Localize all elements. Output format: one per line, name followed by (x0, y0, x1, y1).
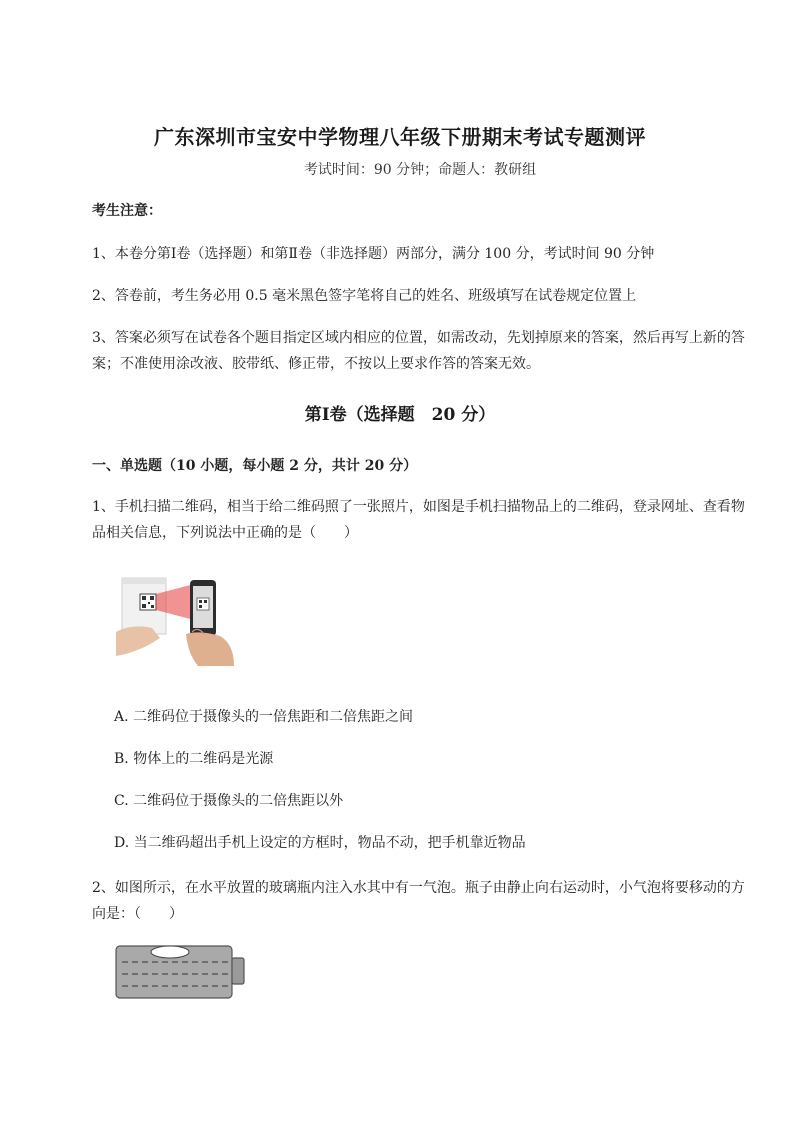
question-2-stem: 2、如图所示，在水平放置的玻璃瓶内注入水其中有一气泡。瓶子由静止向右运动时，小气泡将要移动的方向是：（ ） (92, 880, 745, 922)
part-heading: 一、单选题（10 小题，每小题 2 分，共计 20 分） (92, 458, 418, 474)
question-1-stem: 1、手机扫描二维码，相当于给二维码照了一张照片，如图是手机扫描物品上的二维码，登录网址、查看物品相关信息，下列说法中正确的是（ ） (92, 499, 745, 541)
question-1-option-a[interactable]: A. 二维码位于摄像头的一倍焦距和二倍焦距之间 (114, 709, 414, 725)
qr-scan-illustration (116, 570, 236, 668)
bottle-bubble-illustration (112, 942, 246, 1002)
qr-code-icon (140, 594, 156, 610)
question-1-option-d[interactable]: D. 当二维码超出手机上设定的方框时，物品不动，把手机靠近物品 (114, 835, 526, 851)
notice-item-2: 2、答卷前，考生务必用 0.5 毫米黑色签字笔将自己的姓名、班级填写在试卷规定位置上 (92, 288, 637, 304)
section-title: 第Ⅰ卷（选择题 20 分） (304, 405, 496, 425)
question-1-option-c[interactable]: C. 二维码位于摄像头的二倍焦距以外 (114, 793, 344, 809)
page-title: 广东深圳市宝安中学物理八年级下册期末考试专题测评 (154, 125, 646, 149)
exam-meta: 考试时间：90 分钟；命题人：教研组 (303, 162, 537, 178)
notice-heading: 考生注意： (92, 203, 162, 219)
notice-item-1: 1、本卷分第Ⅰ卷（选择题）和第Ⅱ卷（非选择题）两部分，满分 100 分，考试时间 90 分钟 (92, 246, 655, 262)
question-1-option-b[interactable]: B. 物体上的二维码是光源 (114, 751, 274, 767)
air-bubble-icon (151, 946, 189, 958)
notice-item-3: 3、答案必须写在试卷各个题目指定区域内相应的位置，如需改动，先划掉原来的答案，然后再写上新的答案；不准使用涂改液、胶带纸、修正带，不按以上要求作答的答案无效。 (92, 330, 745, 372)
